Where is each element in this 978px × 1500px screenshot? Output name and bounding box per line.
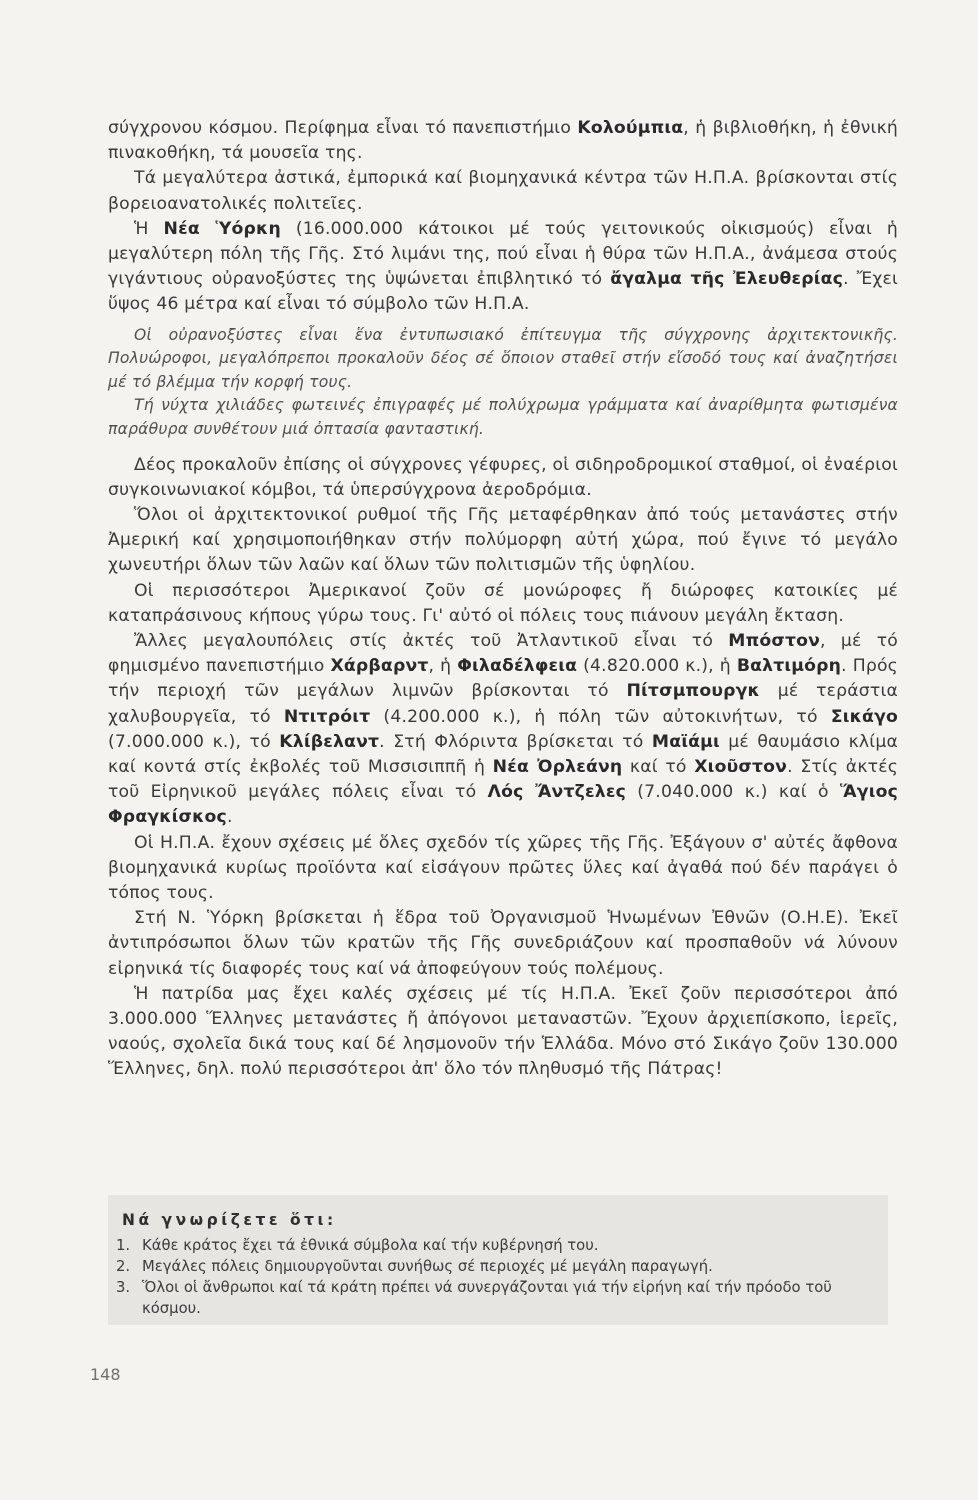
bold-term: Κολούμπια (577, 118, 684, 138)
quote-paragraph-2: Τή νύχτα χιλιάδες φωτεινές ἐπιγραφές μέ πολύχρωμα γράμματα καί ἀναρίθμητα φωτισμένα παράθυρα συνθέτουν μιά ὀπτασία φανταστική. (108, 396, 898, 438)
main-text (108, 116, 898, 1083)
bold-term: Σικάγο (830, 706, 898, 727)
quote-paragraph-1: Οἱ οὐρανοξύστες εἶναι ἕνα ἐντυπωσιακό ἐπίτευγμα τῆς σύγχρονης ἀρχιτεκτονικῆς. Πολυώροφοι, μεγαλόπρεποι προκαλοῦν δέος σέ ὅποιον σταθεῖ στήν εἴσοδό τους καί ἀναζητήσει μέ τό βλέμμα τήν κορφή τους. (108, 325, 898, 391)
paragraph-9: Στή Ν. Ὑόρκη βρίσκεται ἡ ἕδρα τοῦ Ὀργανισμοῦ Ἡνωμένων Ἐθνῶν (Ο.Η.Ε). Ἐκεῖ ἀντιπρόσωποι ὅλων τῶν κρατῶν τῆς Γῆς συνεδριάζουν καί προσπαθοῦν νά λύνουν εἰρηνικά τίς διαφορές τους καί νά ἀποφεύγουν τούς πολέμους. (108, 908, 898, 979)
italic-excerpt (108, 324, 898, 442)
bold-term: Χιοῦστον (694, 757, 788, 778)
list-item: 2. Μεγάλες πόλεις δημιουργοῦνται συνήθως σέ περιοχές μέ μεγάλη παραγωγή. (116, 1258, 713, 1275)
bold-term: Νέα Ὑόρκη (163, 218, 281, 239)
paragraph-2: Τά μεγαλύτερα ἀστικά, ἐμπορικά καί βιομηχανικά κέντρα τῶν Η.Π.Α. βρίσκονται στίς βορειοανατολικές πολιτεῖες. (108, 168, 898, 214)
summary-box (108, 1195, 888, 1325)
paragraph-7: Ἄλλες μεγαλουπόλεις στίς ἀκτές τοῦ Ἀτλαντικοῦ εἶναι τό Μπόστον, μέ τό φημισμένο πανεπιστήμιο Χάρβαρντ, ἡ Φιλαδέλφεια (4.820.000 κ.), ἡ Βαλτιμόρη. Πρός τήν περιοχή τῶν μεγάλων λιμνῶν βρίσκονται τό Πίτσμπουργκ μέ τεράστια χαλυβουργεῖα, τό Ντιτρόιτ (4.200.000 κ.), ἡ πόλη τῶν αὐτοκινήτων, τό Σικάγο (7.000.000 κ.), τό Κλίβελαντ. Στή Φλόριντα βρίσκεται τό Μαϊάμι μέ θαυμάσιο κλίμα καί κοντά στίς ἐκβολές τοῦ Μισσισιππῆ ἡ Νέα Ὀρλεάνη καί τό Χιοῦστον. Στίς ἀκτές τοῦ Εἰρηνικοῦ μεγάλες πόλεις εἶναι τό Λός Ἄντζελες (7.040.000 κ.) καί ὁ Ἅγιος Φραγκίσκος. (108, 631, 898, 828)
list-item: 3. Ὅλοι οἱ ἄνθρωποι καί τά κράτη πρέπει νά συνεργάζονται γιά τήν εἰρήνη καί τήν πρόοδο τοῦ κόσμου. (116, 1279, 832, 1317)
paragraph-5: Ὅλοι οἱ ἀρχιτεκτονικοί ρυθμοί τῆς Γῆς μεταφέρθηκαν ἀπό τούς μετανάστες στήν Ἀμερική καί χρησιμοποιήθηκαν στήν πολύμορφη αὐτή χώρα, πού ἔγινε τό μεγάλο χωνευτήρι ὅλων τῶν λαῶν καί ὅλων τῶν πολιτισμῶν τῆς ὑφηλίου. (108, 505, 898, 576)
bold-term: Βαλτιμόρη (736, 656, 842, 677)
bold-term: Κλίβελαντ (279, 731, 380, 752)
paragraph-6: Οἱ περισσότεροι Ἀμερικανοί ζοῦν σέ μονώροφες ἤ διώροφες κατοικίες μέ καταπράσινους κήπους γύρω τους. Γι' αὐτό οἱ πόλεις τους πιάνουν μεγάλη ἔκταση. (108, 580, 898, 626)
bold-term: Μπόστον (728, 631, 821, 652)
bold-term: ἄγαλμα τῆς Ἐλευθερίας (610, 269, 844, 290)
bold-term: Ἅγιος Φραγκίσκος (108, 782, 898, 828)
bold-term: Λός Ἄντζελες (487, 782, 626, 803)
bold-term: Ντιτρόιτ (283, 706, 371, 727)
bold-term: Χάρβαρντ (330, 656, 429, 677)
paragraph-3: Ἡ Νέα Ὑόρκη (16.000.000 κάτοικοι μέ τούς γειτονικούς οἰκισμούς) εἶναι ἡ μεγαλύτερη πόλη τῆς Γῆς. Στό λιμάνι της, πού εἶναι ἡ θύρα τῶν Η.Π.Α., ἀνάμεσα στούς γιγάντιους οὐρανοξύστες της ὑψώνεται ἐπιβλητικό τό ἄγαλμα τῆς Ἐλευθερίας. Ἔχει ὕψος 46 μέτρα καί εἶναι τό σύμβολο τῶν Η.Π.Α. (108, 218, 898, 315)
paragraph-4: Δέος προκαλοῦν ἐπίσης οἱ σύγχρονες γέφυρες, οἱ σιδηροδρομικοί σταθμοί, οἱ ἐναέριοι συγκοινωνιακοί κόμβοι, τά ὑπερσύγχρονα ἀεροδρόμια. (108, 454, 898, 500)
list-item: 1. Κάθε κράτος ἔχει τά ἐθνικά σύμβολα καί τήν κυβέρνησή του. (116, 1237, 599, 1254)
summary-list (116, 1235, 876, 1319)
bold-term: Πίτσμπουργκ (626, 681, 760, 702)
paragraph-8: Οἱ Η.Π.Α. ἔχουν σχέσεις μέ ὅλες σχεδόν τίς χῶρες τῆς Γῆς. Ἐξάγουν σ' αὐτές ἄφθονα βιομηχανικά κυρίως προϊόντα καί εἰσάγουν πρῶτες ὕλες καί ἀγαθά πού δέν παράγει ὁ τόπος τους. (108, 832, 898, 904)
paragraph-10: Ἡ πατρίδα μας ἔχει καλές σχέσεις μέ τίς Η.Π.Α. Ἐκεῖ ζοῦν περισσότεροι ἀπό 3.000.000 Ἕλληνες μετανάστες ἤ ἀπόγονοι μεταναστῶν. Ἔχουν ἀρχιεπίσκοπο, ἱερεῖς, ναούς, σχολεῖα δικά τους καί δέ λησμονοῦν τήν Ἑλλάδα. Μόνο στό Σικάγο ζοῦν 130.000 Ἕλληνες, δηλ. πολύ περισσότεροι ἀπ' ὅλο τόν πληθυσμό τῆς Πάτρας! (108, 983, 898, 1080)
summary-box-title: Νά γνωρίζετε ὅτι: (122, 1211, 337, 1229)
paragraph-1: σύγχρονου κόσμου. Περίφημα εἶναι τό πανεπιστήμιο Κολούμπια, ἡ βιβλιοθήκη, ἡ ἐθνική πινακοθήκη, τά μουσεῖα της. (108, 118, 898, 164)
bold-term: Μαϊάμι (651, 731, 720, 752)
bold-term: Νέα Ὀρλεάνη (492, 757, 623, 778)
bold-term: Φιλαδέλφεια (457, 656, 578, 677)
page-number: 148 (90, 1365, 121, 1384)
